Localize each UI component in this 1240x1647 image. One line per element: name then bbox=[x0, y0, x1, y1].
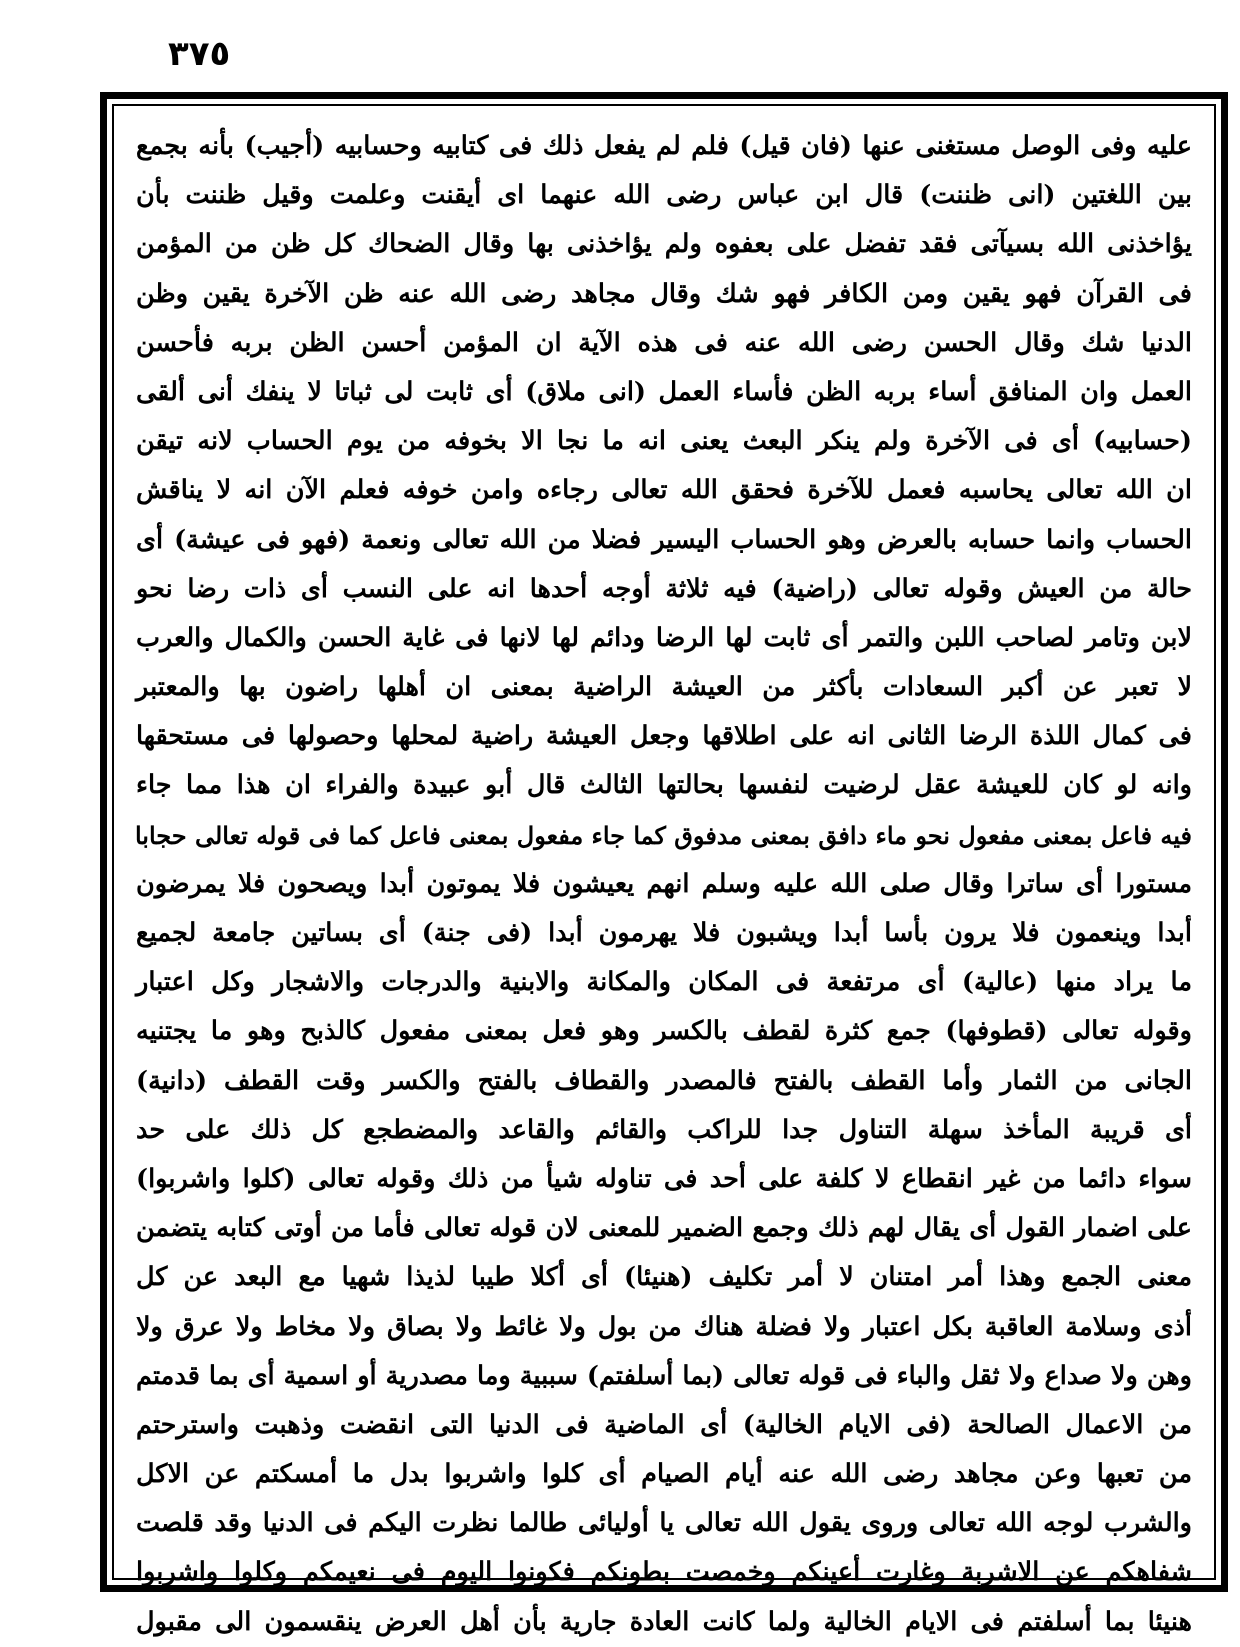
text-line: معنى الجمع وهذا أمر امتنان لا أمر تكليف (هنيئا) أى أكلا طيبا لذيذا شهيا مع البعد عن كل bbox=[136, 1262, 1192, 1293]
text-line: من تعبها وعن مجاهد رضى الله عنه أيام الصيام أى كلوا واشربوا بدل ما أمسكتم عن الاكل bbox=[136, 1459, 1192, 1490]
text-line: هنيئا بما أسلفتم فى الايام الخالية ولما كانت العادة جارية بأن أهل العرض ينقسمون الى مقبول bbox=[136, 1606, 1192, 1637]
text-line: على اضمار القول أى يقال لهم ذلك وجمع الضمير للمعنى لان قوله تعالى فأما من أوتى كتابه يتضمن bbox=[136, 1213, 1192, 1244]
page-border-inner bbox=[112, 104, 1216, 1637]
text-line: وقوله تعالى (قطوفها) جمع كثرة لقطف بالكسر وهو فعل بمعنى مفعول كالذبح وهو ما يجتنيه bbox=[136, 1016, 1192, 1047]
text-line: من الاعمال الصالحة (فى الايام الخالية) أى الماضية فى الدنيا التى انقضت وذهبت واسترحتم bbox=[136, 1409, 1192, 1440]
text-line: الحساب وانما حسابه بالعرض وهو الحساب اليسير فضلا من الله تعالى ونعمة (فهو فى عيشة) أى bbox=[136, 524, 1192, 555]
text-line: لا تعبر عن أكبر السعادات بأكثر من العيشة الراضية بمعنى ان أهلها راضون بها والمعتبر bbox=[136, 672, 1192, 703]
text-line: بين اللغتين (انى ظننت) قال ابن عباس رضى الله عنهما اى أيقنت وعلمت وقيل ظننت بأن bbox=[136, 180, 1192, 211]
text-line: وهن ولا صداع ولا ثقل والباء فى قوله تعالى (بما أسلفتم) سببية وما مصدرية أو اسمية أى بما قدمتم bbox=[136, 1360, 1192, 1391]
text-line: سواء دائما من غير انقطاع لا كلفة على أحد فى تناوله شيأ من ذلك وقوله تعالى (كلوا واشربوا) bbox=[136, 1163, 1192, 1194]
text-line: وانه لو كان للعيشة عقل لرضيت لنفسها بحالتها الثالث قال أبو عبيدة والفراء ان هذا مما جاء bbox=[136, 770, 1192, 801]
text-line: (حسابيه) أى فى الآخرة ولم ينكر البعث يعنى انه ما نجا الا بخوفه من يوم الحساب لانه تيقن bbox=[136, 426, 1192, 457]
text-line: شفاهكم عن الاشربة وغارت أعينكم وخمصت بطونكم فكونوا اليوم فى نعيمكم وكلوا واشربوا bbox=[136, 1557, 1192, 1588]
text-line: أبدا وينعمون فلا يرون بأسا أبدا ويشبون فلا يهرمون أبدا (فى جنة) أى بساتين جامعة لجميع bbox=[136, 918, 1192, 948]
text-line: فيه فاعل بمعنى مفعول نحو ماء دافق بمعنى مدفوق كما جاء مفعول بمعنى فاعل كما فى قوله تعالى حجابا bbox=[134, 820, 1192, 850]
text-line: أى قريبة المأخذ سهلة التناول جدا للراكب والقائم والقاعد والمضطجع كل ذلك على حد bbox=[136, 1114, 1192, 1145]
text-body bbox=[136, 122, 1192, 1647]
text-line: الجانى من الثمار وأما القطف بالفتح فالمصدر والقطاف بالفتح والكسر وقت القطف (دانية) bbox=[136, 1065, 1192, 1096]
text-line: حالة من العيش وقوله تعالى (راضية) فيه ثلاثة أوجه أحدها انه على النسب أى ذات رضا نحو bbox=[136, 573, 1192, 604]
text-line: الدنيا شك وقال الحسن رضى الله عنه فى هذه الآية ان المؤمن أحسن الظن بربه فأحسن bbox=[136, 327, 1192, 358]
text-line: مستورا أى ساترا وقال صلى الله عليه وسلم انهم يعيشون فلا يموتون أبدا ويصحون فلا يمرضون bbox=[136, 868, 1192, 899]
text-line: يؤاخذنى الله بسيآتى فقد تفضل على بعفوه ولم يؤاخذنى بها وقال الضحاك كل ظن من المؤمن bbox=[136, 229, 1192, 260]
text-line: عليه وفى الوصل مستغنى عنها (فان قيل) فلم لم يفعل ذلك فى كتابيه وحسابيه (أجيب) بأنه بجمع bbox=[136, 131, 1192, 161]
text-line: أذى وسلامة العاقبة بكل اعتبار ولا فضلة هناك من بول ولا غائط ولا بصاق ولا مخاط ولا عرق ولا bbox=[136, 1311, 1192, 1342]
text-line: ان الله تعالى يحاسبه فعمل للآخرة فحقق الله تعالى رجاءه وامن خوفه فعلم الآن انه لا يناقش bbox=[136, 475, 1192, 506]
text-line: العمل وان المنافق أساء بربه الظن فأساء العمل (انى ملاق) أى ثابت لى ثباتا لا ينفك أنى ألقى bbox=[136, 376, 1192, 407]
text-line: ما يراد منها (عالية) أى مرتفعة فى المكان والمكانة والابنية والدرجات والاشجار وكل اعتبار bbox=[136, 967, 1192, 998]
page-border-outer bbox=[100, 92, 1228, 1637]
page-number: ٣٧٥ bbox=[168, 34, 231, 74]
text-line: لابن وتامر لصاحب اللبن والتمر أى ثابت لها الرضا ودائم لها لانها فى غاية الحسن والكمال والعرب bbox=[136, 622, 1192, 653]
text-line: فى كمال اللذة الرضا الثانى انه على اطلاقها وجعل العيشة راضية لمحلها وحصولها فى مستحقها bbox=[136, 721, 1192, 752]
text-line: فى القرآن فهو يقين ومن الكافر فهو شك وقال مجاهد رضى الله عنه ظن الآخرة يقين وظن bbox=[136, 278, 1192, 309]
text-line: والشرب لوجه الله تعالى وروى يقول الله تعالى يا أوليائى طالما نظرت اليكم فى الدنيا وقد قلصت bbox=[136, 1508, 1192, 1539]
